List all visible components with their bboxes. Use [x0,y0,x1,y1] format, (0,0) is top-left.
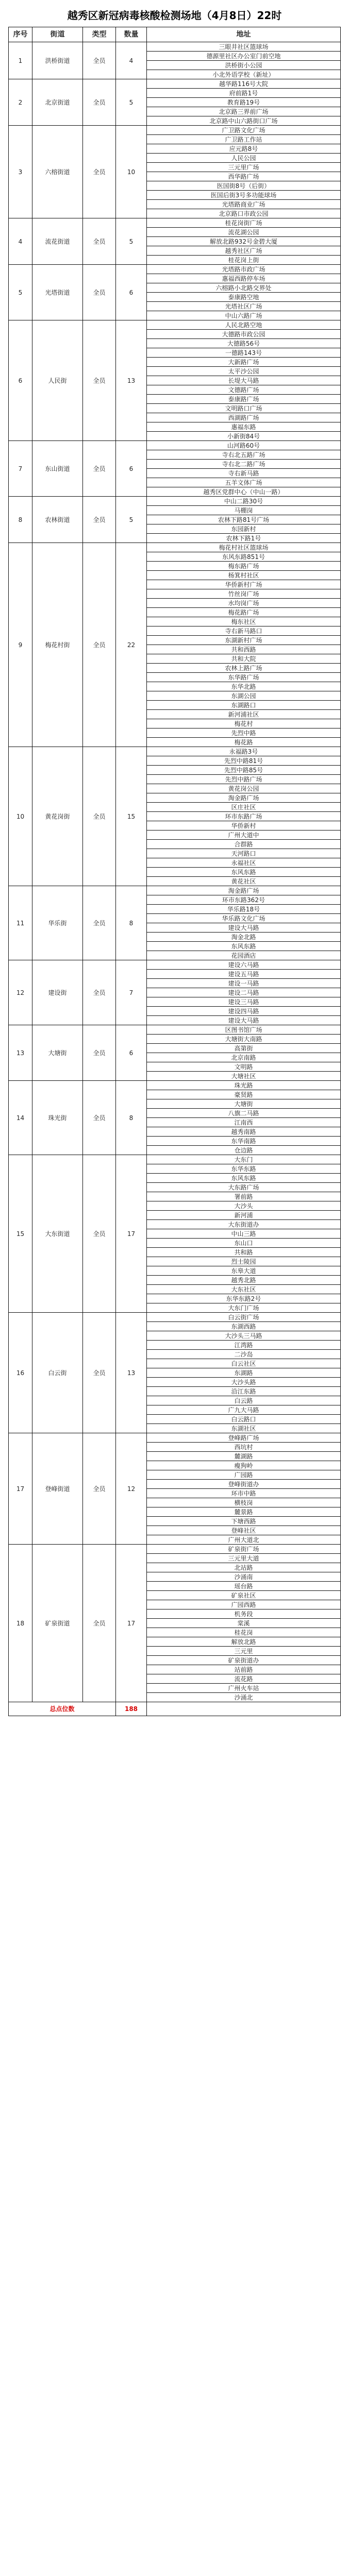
site-address: 惠福东路 [147,422,341,432]
site-address: 大沙头 [147,1201,341,1211]
total-label: 总点位数 [9,1702,116,1716]
site-address: 淘金路广场 [147,886,341,895]
site-address: 三元里广场 [147,163,341,172]
site-address: 六榕路小北路交界处 [147,283,341,293]
row-number: 14 [9,1081,32,1155]
table-row [9,886,341,895]
header-type: 类型 [83,27,116,42]
street-name: 登峰街道 [32,1433,83,1545]
site-address: 三元里 [147,1647,341,1656]
site-address: 东风东路851号 [147,552,341,562]
row-number: 18 [9,1545,32,1702]
site-address: 建设一马路 [147,979,341,988]
street-name: 流花街道 [32,218,83,265]
street-name: 黄花岗街 [32,747,83,886]
site-address: 越秀北路 [147,1276,341,1285]
site-address: 东华路广场 [147,673,341,682]
site-address: 建设大马路 [147,1016,341,1025]
site-address: 麓景路 [147,1507,341,1517]
street-name: 东山街道 [32,441,83,497]
site-address: 中山三路 [147,1229,341,1239]
site-count: 5 [116,79,147,126]
site-address: 解放北路 [147,1637,341,1647]
site-address: 东华东路 [147,1164,341,1174]
site-address: 共和大院 [147,654,341,664]
row-number: 6 [9,320,32,441]
site-address: 东湖新村广场 [147,636,341,645]
test-type: 全员 [83,1545,116,1702]
site-address: 东风东路 [147,942,341,951]
site-address: 横枝岗 [147,1498,341,1507]
site-address: 流花湖公园 [147,228,341,237]
site-count: 10 [116,126,147,218]
table-row [9,1155,341,1164]
site-address: 东湖西路 [147,1322,341,1331]
site-address: 下塘西路 [147,1517,341,1526]
table-row [9,960,341,970]
site-address: 东湖社区 [147,1424,341,1433]
test-type: 全员 [83,960,116,1025]
site-address: 机务段 [147,1609,341,1619]
site-address: 人民公园 [147,154,341,163]
site-count: 8 [116,886,147,960]
street-name: 矿泉街道 [32,1545,83,1702]
site-address: 梅花村社区篮球场 [147,543,341,552]
test-type: 全员 [83,1155,116,1313]
testing-sites-table-wrapper [8,27,340,1716]
site-address: 永福路3号 [147,747,341,756]
site-address: 矿泉街广场 [147,1545,341,1554]
street-name: 光塔街道 [32,265,83,320]
site-address: 棠溪 [147,1619,341,1628]
site-address: 医国后街3号多功能球场 [147,191,341,200]
site-address: 八旗二马路 [147,1109,341,1118]
site-address: 大东路广场 [147,1183,341,1192]
site-address: 东皋大道 [147,1266,341,1276]
row-number: 1 [9,42,32,79]
table-row [9,1081,341,1090]
street-name: 梅花村街 [32,543,83,747]
test-type: 全员 [83,886,116,960]
site-address: 淘金路广场 [147,793,341,803]
site-address: 北京南路 [147,1053,341,1062]
site-address: 东山口 [147,1239,341,1248]
row-number: 3 [9,126,32,218]
site-address: 广园西路 [147,1600,341,1609]
street-name: 建设街 [32,960,83,1025]
site-address: 广卫路文化广场 [147,126,341,135]
street-name: 白云街 [32,1313,83,1433]
site-address: 广州火车站 [147,1684,341,1693]
site-address: 教育路19号 [147,98,341,107]
site-address: 东风东路 [147,1174,341,1183]
test-type: 全员 [83,1081,116,1155]
site-address: 登峰路广场 [147,1433,341,1443]
site-address: 登峰街道办 [147,1480,341,1489]
site-address: 解放北路932号金碧大厦 [147,237,341,246]
site-address: 天河路口 [147,849,341,858]
site-count: 7 [116,960,147,1025]
street-name: 北京街道 [32,79,83,126]
site-address: 杨箕村社区 [147,571,341,580]
site-address: 共和西路 [147,645,341,654]
site-address: 华乐路文化广场 [147,914,341,923]
site-address: 梅东社区 [147,617,341,626]
total-blank [147,1702,341,1716]
site-address: 二沙岛 [147,1350,341,1359]
site-address: 东园新村 [147,524,341,534]
site-address: 广卫路工作站 [147,135,341,144]
site-address: 华侨新村广场 [147,580,341,589]
site-address: 建设大马路 [147,923,341,933]
table-footer-row [9,1702,341,1716]
test-type: 全员 [83,543,116,747]
test-type: 全员 [83,42,116,79]
site-address: 三元里大道 [147,1554,341,1563]
site-address: 先烈中路 [147,728,341,738]
table-row [9,79,341,89]
site-address: 桂花岗街广场 [147,218,341,228]
site-address: 大沙头三马路 [147,1331,341,1341]
street-name: 大塘街 [32,1025,83,1081]
site-address: 珠光路 [147,1081,341,1090]
table-row [9,497,341,506]
row-number: 13 [9,1025,32,1081]
site-address: 烈士陵园 [147,1257,341,1266]
site-address: 太平沙公园 [147,367,341,376]
site-address: 越华路116号大院 [147,79,341,89]
site-address: 合群路 [147,840,341,849]
site-address: 大塘街大南路 [147,1035,341,1044]
site-address: 东湖公园 [147,691,341,701]
site-address: 医国街8号（后街） [147,181,341,191]
site-count: 17 [116,1155,147,1313]
table-row [9,42,341,52]
site-address: 大东门广场 [147,1303,341,1313]
table-body [9,42,341,1702]
table-row [9,265,341,274]
site-address: 广园路 [147,1470,341,1480]
site-address: 沿江东路 [147,1387,341,1396]
site-address: 西坑村 [147,1443,341,1452]
site-address: 农林上路广场 [147,664,341,673]
site-address: 大德路市政公园 [147,330,341,339]
site-address: 寺右新马路 [147,469,341,478]
site-address: 白云街广场 [147,1313,341,1322]
test-type: 全员 [83,1025,116,1081]
site-address: 大塘街 [147,1099,341,1109]
site-address: 华侨新村 [147,821,341,831]
street-name: 华乐街 [32,886,83,960]
header-address: 地址 [147,27,341,42]
site-address: 江湾路 [147,1341,341,1350]
site-address: 永福社区 [147,858,341,868]
site-count: 6 [116,265,147,320]
site-address: 新河浦 [147,1211,341,1220]
row-number: 2 [9,79,32,126]
test-type: 全员 [83,79,116,126]
site-count: 4 [116,42,147,79]
site-address: 西华路广场 [147,172,341,181]
site-address: 花园酒店 [147,951,341,960]
site-address: 梅花村 [147,719,341,728]
site-address: 农林下路1号 [147,534,341,543]
street-name: 农林街道 [32,497,83,543]
street-name: 人民街 [32,320,83,441]
site-address: 人民北路空地 [147,320,341,330]
site-address: 广九大马路 [147,1405,341,1415]
site-address: 瘦狗岭 [147,1461,341,1470]
site-address: 府前路1号 [147,89,341,98]
site-address: 豪贤路 [147,1090,341,1099]
table-row [9,126,341,135]
site-address: 江南西 [147,1118,341,1127]
site-address: 广州大道中 [147,831,341,840]
table-row [9,747,341,756]
row-number: 9 [9,543,32,747]
site-address: 西湖路广场 [147,413,341,422]
site-address: 北京路口市政公园 [147,209,341,218]
row-number: 12 [9,960,32,1025]
site-address: 东华北路 [147,682,341,691]
site-address: 北站路 [147,1563,341,1572]
site-address: 白云社区 [147,1359,341,1368]
site-address: 光塔路市政广场 [147,265,341,274]
header-street: 街道 [32,27,83,42]
site-address: 长堤大马路 [147,376,341,385]
site-address: 先烈中路81号 [147,756,341,766]
site-address: 文明路口广场 [147,404,341,413]
site-address: 惠福西路停车场 [147,274,341,283]
site-address: 麓湖路 [147,1452,341,1461]
site-address: 山河路60号 [147,441,341,450]
page-title: 越秀区新冠病毒核酸检测场地（4月8日）22时 [67,9,282,22]
header-count: 数量 [116,27,147,42]
site-address: 寺右北二路广场 [147,460,341,469]
row-number: 7 [9,441,32,497]
row-number: 10 [9,747,32,886]
site-address: 署前路 [147,1192,341,1201]
site-address: 马棚岗 [147,506,341,515]
row-number: 15 [9,1155,32,1313]
site-address: 大塘社区 [147,1072,341,1081]
test-type: 全员 [83,265,116,320]
table-row [9,1025,341,1035]
site-address: 区庄社区 [147,803,341,812]
table-row [9,543,341,552]
site-address: 光塔路商业广场 [147,200,341,209]
site-address: 新河浦社区 [147,710,341,719]
site-address: 矿泉街道办 [147,1656,341,1665]
row-number: 4 [9,218,32,265]
test-type: 全员 [83,218,116,265]
site-address: 环市东路广场 [147,812,341,821]
site-count: 17 [116,1545,147,1702]
site-address: 中山六路广场 [147,311,341,320]
row-number: 11 [9,886,32,960]
site-address: 洪桥街小公园 [147,61,341,70]
table-header-row [9,27,341,42]
test-type: 全员 [83,497,116,543]
test-type: 全员 [83,1313,116,1433]
site-address: 建设二马路 [147,988,341,997]
site-count: 13 [116,1313,147,1433]
site-address: 黄花岗公园 [147,784,341,793]
header-no: 序号 [9,27,32,42]
site-address: 黄花社区 [147,877,341,886]
site-address: 东华南路 [147,1137,341,1146]
site-address: 东湖路 [147,1368,341,1378]
site-address: 五羊文体广场 [147,478,341,487]
total-value: 188 [116,1702,147,1716]
site-address: 竹丝岗广场 [147,589,341,599]
site-address: 小新街84号 [147,432,341,441]
test-type: 全员 [83,126,116,218]
site-address: 文德路广场 [147,385,341,395]
row-number: 17 [9,1433,32,1545]
site-address: 寺右新马路口 [147,626,341,636]
site-address: 泰康路广场 [147,395,341,404]
site-count: 8 [116,1081,147,1155]
site-address: 仓边路 [147,1146,341,1155]
site-address: 建设五马路 [147,970,341,979]
site-address: 矿泉社区 [147,1591,341,1600]
table-row [9,320,341,330]
site-address: 农林下路81号广场 [147,515,341,524]
row-number: 5 [9,265,32,320]
site-address: 水均岗广场 [147,599,341,608]
street-name: 大东街道 [32,1155,83,1313]
site-address: 泰康路空地 [147,293,341,302]
site-address: 桂花岗上街 [147,256,341,265]
site-address: 流花路 [147,1674,341,1684]
site-address: 环市中路 [147,1489,341,1498]
site-address: 梅花路 [147,738,341,747]
table-row [9,1545,341,1554]
site-address: 先烈中路广场 [147,775,341,784]
site-address: 文明路 [147,1062,341,1072]
site-count: 6 [116,1025,147,1081]
site-address: 建设六马路 [147,960,341,970]
site-address: 越秀社区广场 [147,246,341,256]
site-address: 大沙头路 [147,1378,341,1387]
table-row [9,441,341,450]
site-address: 瑶台路 [147,1582,341,1591]
site-address: 淘金北路 [147,933,341,942]
site-address: 白云路 [147,1396,341,1405]
site-address: 应元路8号 [147,144,341,154]
site-address: 中山二路30号 [147,497,341,506]
test-type: 全员 [83,441,116,497]
site-address: 大德路56号 [147,339,341,348]
table-row [9,1313,341,1322]
site-address: 北京路三界前广场 [147,107,341,116]
site-address: 德源里社区办公室门前空地 [147,52,341,61]
site-address: 东华东路2号 [147,1294,341,1303]
site-address: 越秀区党群中心（中山一路） [147,487,341,497]
site-address: 环市东路362号 [147,895,341,905]
site-address: 一德路143号 [147,348,341,358]
street-name: 洪桥街道 [32,42,83,79]
site-address: 大东街道办 [147,1220,341,1229]
site-address: 光塔社区广场 [147,302,341,311]
site-address: 沙涌南 [147,1572,341,1582]
site-address: 东湖路口 [147,701,341,710]
site-address: 寺右北五路广场 [147,450,341,460]
site-address: 越秀南路 [147,1127,341,1137]
street-name: 六榕街道 [32,126,83,218]
site-address: 先烈中路85号 [147,766,341,775]
site-address: 沙涌北 [147,1693,341,1702]
site-address: 建设三马路 [147,997,341,1007]
site-count: 12 [116,1433,147,1545]
site-address: 大东门 [147,1155,341,1164]
test-type: 全员 [83,747,116,886]
site-address: 建设四马路 [147,1007,341,1016]
site-count: 22 [116,543,147,747]
site-count: 5 [116,218,147,265]
site-address: 三眼井社区篮球场 [147,42,341,52]
site-address: 大新路广场 [147,358,341,367]
street-name: 珠光街 [32,1081,83,1155]
test-type: 全员 [83,1433,116,1545]
testing-sites-table [8,27,341,1716]
test-type: 全员 [83,320,116,441]
table-row [9,218,341,228]
site-address: 梅东路广场 [147,562,341,571]
site-count: 5 [116,497,147,543]
site-address: 登峰社区 [147,1526,341,1535]
site-address: 东风东路 [147,868,341,877]
site-address: 白云路口 [147,1415,341,1424]
site-address: 区图书馆广场 [147,1025,341,1035]
row-number: 16 [9,1313,32,1433]
site-address: 北京路中山六路街口广场 [147,116,341,126]
site-address: 小北外语学校（新址） [147,70,341,79]
site-address: 大东社区 [147,1285,341,1294]
site-count: 15 [116,747,147,886]
site-address: 梅花路广场 [147,608,341,617]
site-address: 共和路 [147,1248,341,1257]
site-address: 广州大道北 [147,1535,341,1545]
site-address: 站前路 [147,1665,341,1674]
table-row [9,1433,341,1443]
site-address: 高第街 [147,1044,341,1053]
site-address: 华乐路18号 [147,905,341,914]
site-address: 桂花岗 [147,1628,341,1637]
row-number: 8 [9,497,32,543]
site-count: 13 [116,320,147,441]
site-count: 6 [116,441,147,497]
